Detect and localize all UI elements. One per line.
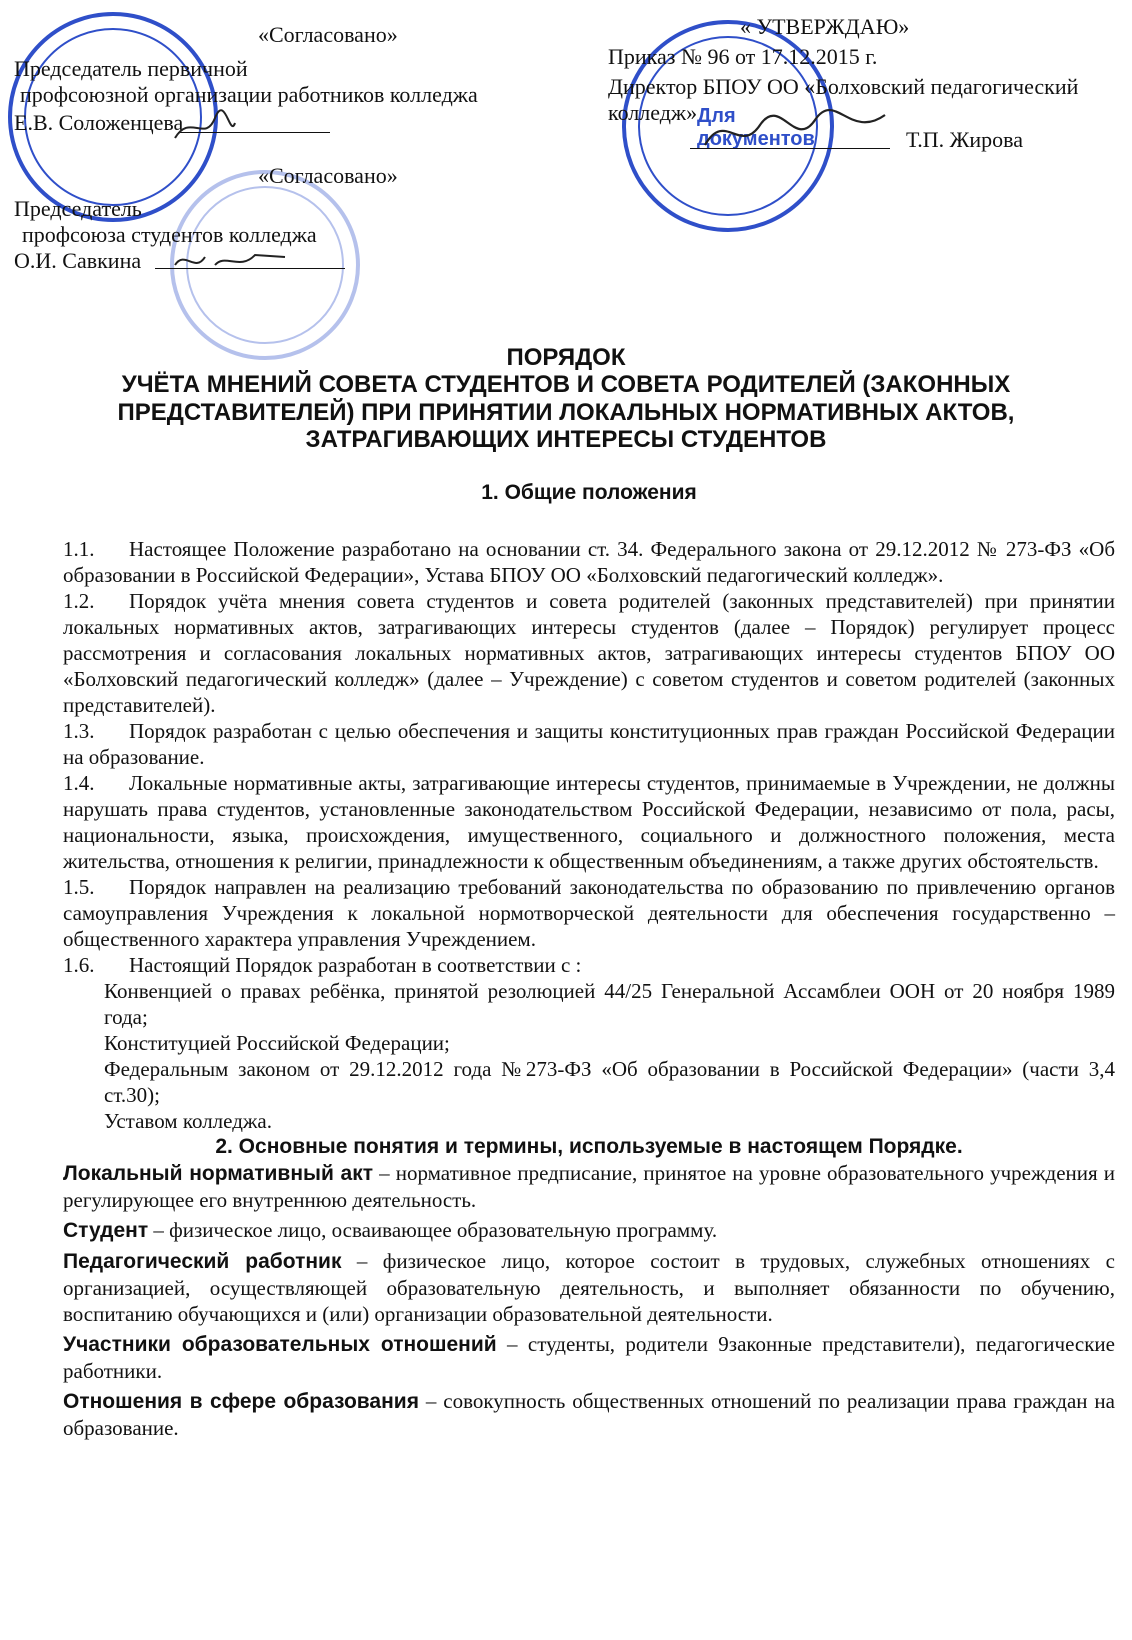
document-body (63, 480, 1115, 1441)
term: Студент (63, 1219, 149, 1242)
item-text: Порядок учёта мнения совета студентов и совета родителей (законных представителей) при принятии локальных нормативных актов, затрагивающих интересы студентов (далее – Порядок) регулирует процесс рассмотрения и согласования локальных нормативных актов, затрагивающих интересы студентов БПОУ ОО «Болховский педагогический колледж» (далее – Учреждение) с советом студентов и советом родителей (законных представителей). (63, 589, 1115, 717)
item-1-3 (63, 718, 1115, 770)
term: Отношения в сфере образования (63, 1390, 419, 1413)
director-title-line2: колледж» (608, 100, 698, 125)
item-text: Порядок разработан с целью обеспечения и защиты конституционных прав граждан Российской Федерации на образование. (63, 719, 1115, 769)
director-name: Т.П. Жирова (906, 127, 1023, 152)
term-definition (63, 1160, 1115, 1213)
section1-heading: 1. Общие положения (481, 481, 697, 504)
item-number: 1.4. (63, 771, 95, 795)
doc-title-2: УЧЁТА МНЕНИЙ СОВЕТА СТУДЕНТОВ И СОВЕТА РОДИТЕЛЕЙ (ЗАКОННЫХ (121, 371, 1011, 398)
chair2-name: О.И. Савкина (14, 248, 142, 273)
definition: – физическое лицо, осваивающее образовательную программу. (148, 1218, 718, 1242)
agreed-label-2: «Согласовано» (258, 163, 398, 188)
doc-title-1: ПОРЯДОК (506, 344, 626, 371)
doc-title-4: ЗАТРАГИВАЮЩИХ ИНТЕРЕСЫ СТУДЕНТОВ (305, 426, 827, 453)
item-1-5 (63, 874, 1115, 952)
signature-2 (170, 245, 290, 277)
term: Педагогический работник (63, 1250, 342, 1273)
item-number: 1.1. (63, 537, 95, 561)
chair1-title-line1: Председатель первичной (14, 56, 248, 81)
item-1-1 (63, 536, 1115, 588)
sub-item: Федеральным законом от 29.12.2012 года №273-ФЗ «Об образовании в Российской Федерации» (части 3,4 ст.30); (104, 1057, 1115, 1107)
definition: – нормативное предписание, принятое на уровне образовательного учреждения и регулирующее его внутреннюю деятельность. (63, 1161, 1116, 1212)
definition: – совокупность общественных отношений по реализации права граждан на образование. (63, 1389, 1115, 1440)
item-1-6 (63, 952, 1115, 978)
definition: – студенты, родители 9законные представители), педагогические работники. (63, 1332, 1115, 1383)
item-text: Порядок направлен на реализацию требований законодательства по образованию по привлечению органов самоуправления Учреждения к локальной нормотворческой деятельности для обеспечения государственно – общественного характера управления Учреждением. (63, 875, 1115, 951)
agreed-label-1: «Согласовано» (258, 22, 398, 47)
term: Локальный нормативный акт (63, 1162, 374, 1185)
chair1-title-line2: профсоюзной организации работников колледжа (20, 82, 478, 107)
item-text: Локальные нормативные акты, затрагивающие интересы студентов, принимаемые в Учреждении, не должны нарушать права студентов, установленные законодательством Российской Федерации, независимо от пола, расы, национальности, языка, происхождения, имущественного, социального и должностного положения, места жительства, отношения к религии, принадлежности к общественным объединениям, а также других обстоятельств. (63, 771, 1115, 873)
section2-heading: 2. Основные понятия и термины, используемые в настоящем Порядке. (215, 1135, 963, 1158)
item-1-4 (63, 770, 1115, 874)
sub-item: Уставом колледжа. (104, 1109, 272, 1133)
approve-label: « УТВЕРЖДАЮ» (740, 14, 910, 39)
term: Участники образовательных отношений (63, 1333, 497, 1356)
doc-title-3: ПРЕДСТАВИТЕЛЕЙ) ПРИ ПРИНЯТИИ ЛОКАЛЬНЫХ НОРМАТИВНЫХ АКТОВ, (117, 399, 1015, 426)
item-number: 1.6. (63, 953, 95, 977)
term-definition (63, 1388, 1115, 1441)
term-definition (63, 1331, 1115, 1384)
signature-3 (700, 100, 890, 160)
definition: – физическое лицо, которое состоит в трудовых, служебных отношениях с организацией, осуществляющей образовательную деятельность, и выполняет обязанности по обучению, воспитанию обучающихся и (или) организации образовательной деятельности. (63, 1249, 1115, 1326)
chair2-title-line2: профсоюза студентов колледжа (22, 222, 317, 247)
signature-1 (170, 108, 240, 148)
order-line: Приказ № 96 от 17.12.2015 г. (608, 44, 878, 69)
item-number: 1.2. (63, 589, 95, 613)
term-definition (63, 1248, 1115, 1327)
item-number: 1.3. (63, 719, 95, 743)
director-title-line1: Директор БПОУ ОО «Болховский педагогический (608, 74, 1079, 99)
sub-item: Конституцией Российской Федерации; (104, 1031, 450, 1055)
chair2-title-line1: Председатель (14, 196, 142, 221)
item-text: Настоящее Положение разработано на основании ст. 34. Федерального закона от 29.12.2012 № 273-ФЗ «Об образовании в Российской Федерации», Устава БПОУ ОО «Болховский педагогический колледж». (63, 537, 1115, 587)
stamp-caption: Для документов (697, 105, 815, 150)
item-1-2 (63, 588, 1115, 718)
item-number: 1.5. (63, 875, 95, 899)
item-text: Настоящий Порядок разработан в соответствии с : (129, 953, 582, 977)
term-definition (63, 1217, 1115, 1244)
sub-item: Конвенцией о правах ребёнка, принятой резолюцией 44/25 Генеральной Ассамблеи ООН от 20 ноября 1989 года; (104, 979, 1115, 1029)
chair1-name: Е.В. Соложенцева (14, 110, 184, 135)
